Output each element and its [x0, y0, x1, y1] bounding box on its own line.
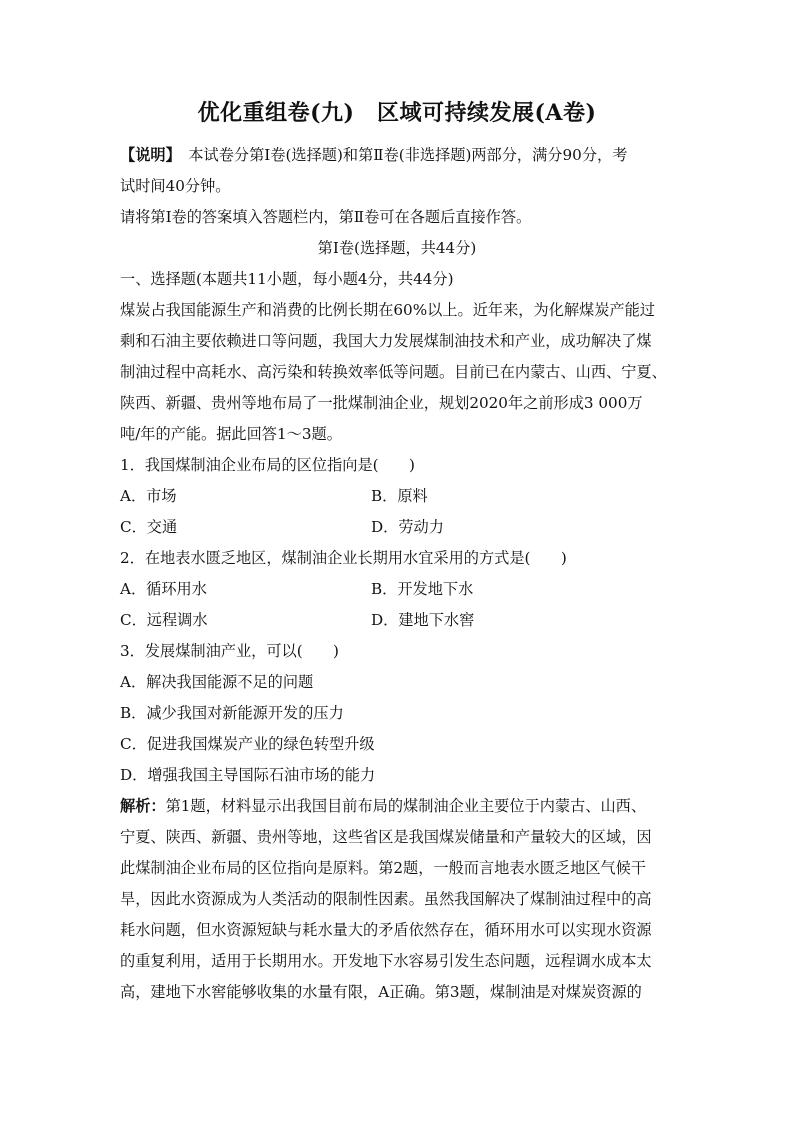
question-1-stem: 1．我国煤制油企业布局的区位指向是( ) [120, 456, 415, 474]
question-1-option-a: A．市场 [120, 487, 177, 505]
question-3-stem: 3．发展煤制油产业，可以( ) [120, 642, 339, 660]
instructions-line-2: 试时间40分钟。 [120, 177, 231, 195]
analysis-line: 旱，因此水资源成为人类活动的限制性因素。虽然我国解决了煤制油过程中的高 [120, 890, 652, 908]
instructions-label: 【说明】 [120, 146, 174, 164]
analysis-line: 宁夏、陕西、新疆、贵州等地，这些省区是我国煤炭储量和产量较大的区域，因 [120, 828, 652, 846]
section-heading: 第Ⅰ卷(选择题，共44分) [317, 239, 477, 257]
instructions-text-1: 本试卷分第Ⅰ卷(选择题)和第Ⅱ卷(非选择题)两部分，满分90分，考 [173, 146, 628, 164]
question-2-option-b: B．开发地下水 [371, 580, 474, 598]
passage-line: 煤炭占我国能源生产和消费的比例长期在60%以上。近年来，为化解煤炭产能过 [120, 301, 655, 319]
analysis-label: 解析： [120, 797, 166, 815]
passage-line: 制油过程中高耗水、高污染和转换效率低等问题。目前已在内蒙古、山西、宁夏、 [120, 363, 667, 381]
question-1-option-d: D．劳动力 [371, 518, 444, 536]
analysis-line: 的重复利用，适用于长期用水。开发地下水容易引发生态问题，远程调水成本太 [120, 952, 652, 970]
analysis-line: 高，建地下水窖能够收集的水量有限，A正确。第3题，煤制油是对煤炭资源的 [120, 983, 642, 1001]
instructions-line-1 [120, 145, 627, 165]
question-1-option-c: C．交通 [120, 518, 178, 536]
page-title: 优化重组卷(九) 区域可持续发展(A卷) [197, 100, 597, 126]
question-3-option-d: D．增强我国主导国际石油市场的能力 [120, 766, 376, 784]
analysis-text: 第1题，材料显示出我国目前布局的煤制油企业主要位于内蒙古、山西、 [165, 797, 647, 815]
analysis-line [120, 796, 646, 816]
passage-line: 剩和石油主要依赖进口等问题，我国大力发展煤制油技术和产业，成功解决了煤 [120, 332, 652, 350]
part-heading: 一、选择题(本题共11小题，每小题4分，共44分) [120, 270, 454, 288]
question-1-option-b: B．原料 [371, 487, 428, 505]
passage-line: 陕西、新疆、贵州等地布局了一批煤制油企业，规划2020年之前形成3 000万 [120, 394, 643, 412]
question-2-option-a: A．循环用水 [120, 580, 207, 598]
question-2-stem: 2．在地表水匮乏地区，煤制油企业长期用水宜采用的方式是( ) [120, 549, 567, 567]
question-3-option-a: A．解决我国能源不足的问题 [120, 673, 314, 691]
question-3-option-c: C．促进我国煤炭产业的绿色转型升级 [120, 735, 375, 753]
question-2-option-d: D．建地下水窖 [371, 611, 475, 629]
question-3-option-b: B．减少我国对新能源开发的压力 [120, 704, 344, 722]
analysis-line: 此煤制油企业布局的区位指向是原料。第2题，一般而言地表水匮乏地区气候干 [120, 859, 647, 877]
instructions-line-3: 请将第Ⅰ卷的答案填入答题栏内，第Ⅱ卷可在各题后直接作答。 [120, 208, 532, 226]
analysis-line: 耗水问题，但水资源短缺与耗水量大的矛盾依然存在，循环用水可以实现水资源 [120, 921, 652, 939]
question-2-option-c: C．远程调水 [120, 611, 208, 629]
passage-line: 吨/年的产能。据此回答1～3题。 [120, 425, 342, 443]
